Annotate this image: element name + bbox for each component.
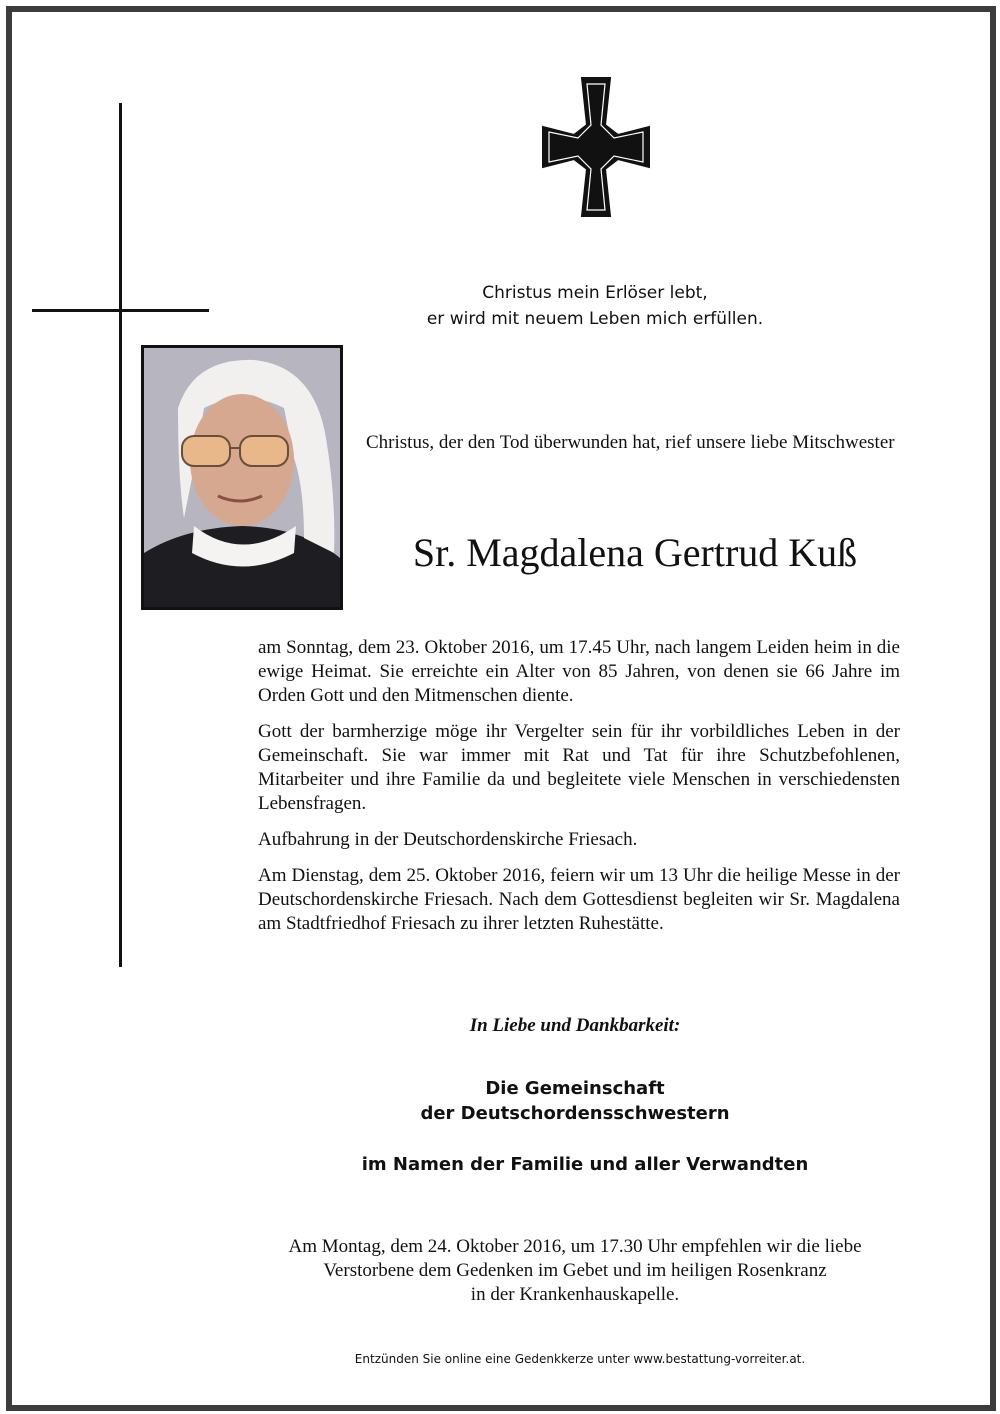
rosary-notice [230,1235,920,1307]
signers [300,1076,850,1126]
paragraph-funeral: Am Dienstag, dem 25. Oktober 2016, feiern wir um 13 Uhr die heilige Messe in der Deutschordenskirche Friesach. Nach dem Gottesdienst begleiten wir Sr. Magdalena am Stadtfriedhof Friesach zu ihrer letzten Ruhestätte. [258,865,900,934]
intro-text: Christus, der den Tod überwunden hat, rief unsere liebe Mitschwester [366,432,895,453]
thanks-line: In Liebe und Dankbarkeit: [469,1015,681,1036]
motto-line-1: Christus mein Erlöser lebt, [482,283,708,303]
signers-line-1: Die Gemeinschaft [485,1078,665,1099]
cross-horizontal-line [32,309,209,312]
motto [380,280,810,332]
rosary-line-2: Verstorbene dem Gedenken im Gebet und im heiligen Rosenkranz [323,1260,827,1281]
rosary-line-3: in der Krankenhauskapelle. [470,1284,680,1305]
paragraph-tribute: Gott der barmherzige möge ihr Vergelter sein für ihr vorbildliches Leben in der Gemeinschaft. Sie war immer mit Rat und Tat für ihre Schutzbefohlenen, Mitarbeiter und ihre Familie da und begleitete viele Menschen in verschiedensten Lebensfragen. [258,721,900,814]
footer-note: Entzünden Sie online eine Gedenkkerze unter www.bestattung-vorreiter.at. [354,1352,806,1366]
announcement-body [258,636,900,948]
portrait-photo [141,345,343,610]
paragraph-death: am Sonntag, dem 23. Oktober 2016, um 17.45 Uhr, nach langem Leiden heim in die ewige Heimat. Sie erreichte ein Alter von 85 Jahren, von denen sie 66 Jahre im Orden Gott und den Mitmenschen diente. [258,637,900,706]
motto-line-2: er wird mit neuem Leben mich erfüllen. [426,309,764,329]
portrait-image [144,348,340,607]
teutonic-cross-icon [541,76,651,218]
rosary-line-1: Am Montag, dem 24. Oktober 2016, um 17.30 Uhr empfehlen wir die liebe [288,1236,862,1257]
signers-line-2: der Deutschordensschwestern [420,1103,730,1124]
deceased-name: Sr. Magdalena Gertrud Kuß [412,530,858,575]
cross-vertical-line [119,103,122,967]
family-line: im Namen der Familie und aller Verwandten [361,1154,809,1175]
paragraph-laying-out: Aufbahrung in der Deutschordenskirche Friesach. [258,829,638,850]
